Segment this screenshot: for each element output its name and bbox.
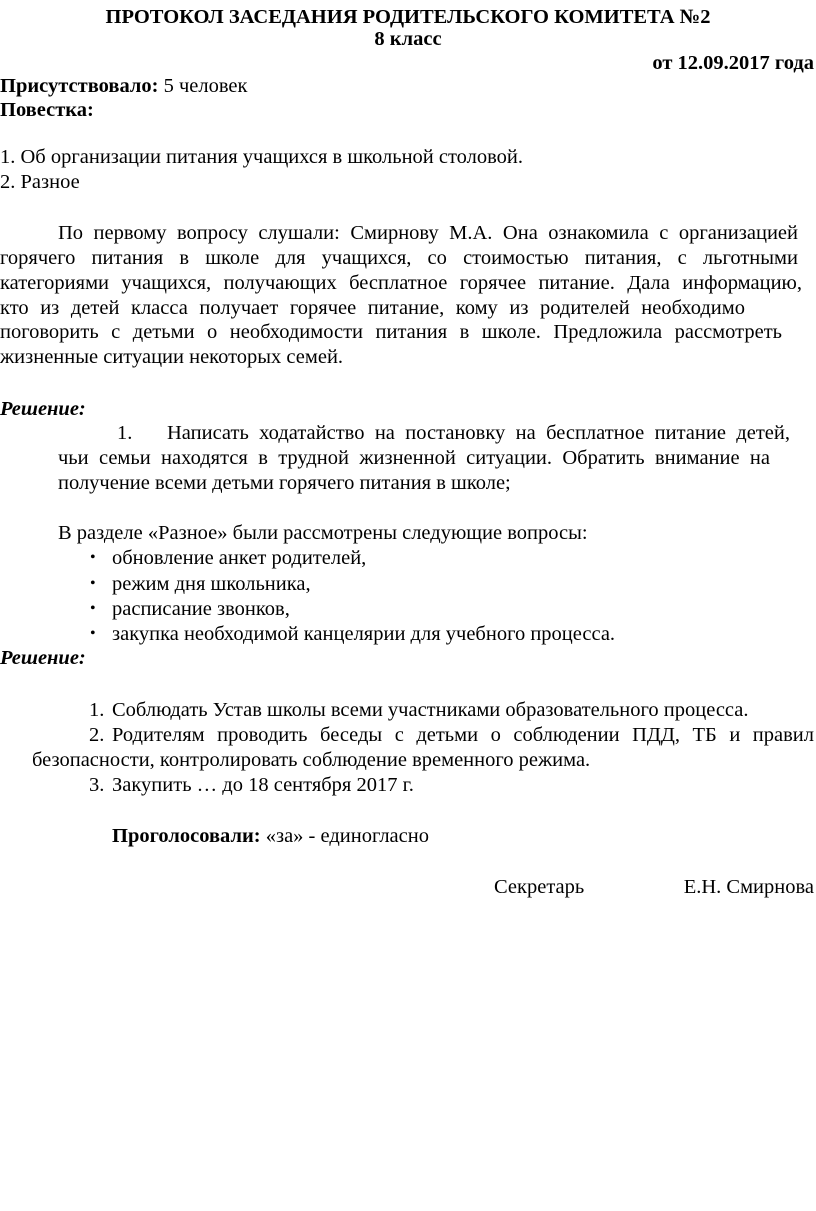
decision-item-line: чьи семьи находятся в трудной жизненной ситуации. Обратить внимание на [58, 447, 770, 469]
bullet-icon: • [90, 625, 96, 642]
paragraph-line: кто из детей класса получает горячее питание, кому из родителей необходимо [0, 297, 745, 319]
paragraph-line: По первому вопросу слушали: Смирнову М.А. Она ознакомила с организацией [58, 222, 798, 244]
document-date: от 12.09.2017 года [652, 52, 814, 74]
agenda-item: 1. Об организации питания учащихся в школьной столовой. [0, 146, 524, 168]
decision-item-number: 2. [89, 724, 105, 746]
vote-value: «за» - единогласно [265, 825, 429, 847]
list-item: обновление анкет родителей, [112, 547, 367, 569]
list-item: режим дня школьника, [112, 573, 311, 595]
misc-intro: В разделе «Разное» были рассмотрены следующие вопросы: [58, 522, 588, 544]
paragraph-line: горячего питания в школе для учащихся, со стоимостью питания, с льготными [0, 247, 798, 269]
paragraph-line: поговорить с детьми о необходимости питания в школе. Предложила рассмотреть [0, 321, 782, 343]
decision-label: Решение: [0, 647, 86, 669]
document-subtitle: 8 класс [374, 28, 442, 50]
signature-role: Секретарь [494, 876, 585, 898]
signature-name: Е.Н. Смирнова [683, 876, 814, 898]
vote-label: Проголосовали: [112, 825, 261, 847]
paragraph-line: категориями учащихся, получающих бесплатное горячее питание. Дала информацию, [0, 272, 802, 294]
bullet-icon: • [90, 549, 96, 566]
list-item: закупка необходимой канцелярии для учебного процесса. [112, 623, 616, 645]
decision-item-number: 3. [89, 774, 105, 796]
document-title: ПРОТОКОЛ ЗАСЕДАНИЯ РОДИТЕЛЬСКОГО КОМИТЕТА №2 [105, 6, 711, 28]
decision-item-line: получение всеми детьми горячего питания в школе; [58, 472, 511, 494]
agenda-label: Повестка: [0, 99, 94, 121]
bullet-icon: • [90, 600, 96, 617]
list-item: расписание звонков, [112, 598, 290, 620]
decision-item-line: Написать ходатайство на постановку на бесплатное питание детей, [167, 422, 790, 444]
vote-line [112, 824, 429, 848]
decision-item-text: Соблюдать Устав школы всеми участниками образовательного процесса. [112, 699, 749, 721]
decision-item-continuation: безопасности, контролировать соблюдение временного режима. [32, 749, 591, 771]
decision-label: Решение: [0, 398, 86, 420]
attendance-value: 5 человек [163, 75, 248, 97]
agenda-item: 2. Разное [0, 171, 80, 193]
decision-item-number: 1. [117, 422, 133, 444]
decision-item-number: 1. [89, 699, 105, 721]
paragraph-line: жизненные ситуации некоторых семей. [0, 346, 344, 368]
bullet-icon: • [90, 575, 96, 592]
attendance-label: Присутствовало: [0, 75, 159, 97]
decision-item-text: Родителям проводить беседы с детьми о соблюдении ПДД, ТБ и правил [112, 724, 814, 746]
attendance-line [0, 74, 248, 98]
decision-item-text: Закупить … до 18 сентября 2017 г. [112, 774, 414, 796]
